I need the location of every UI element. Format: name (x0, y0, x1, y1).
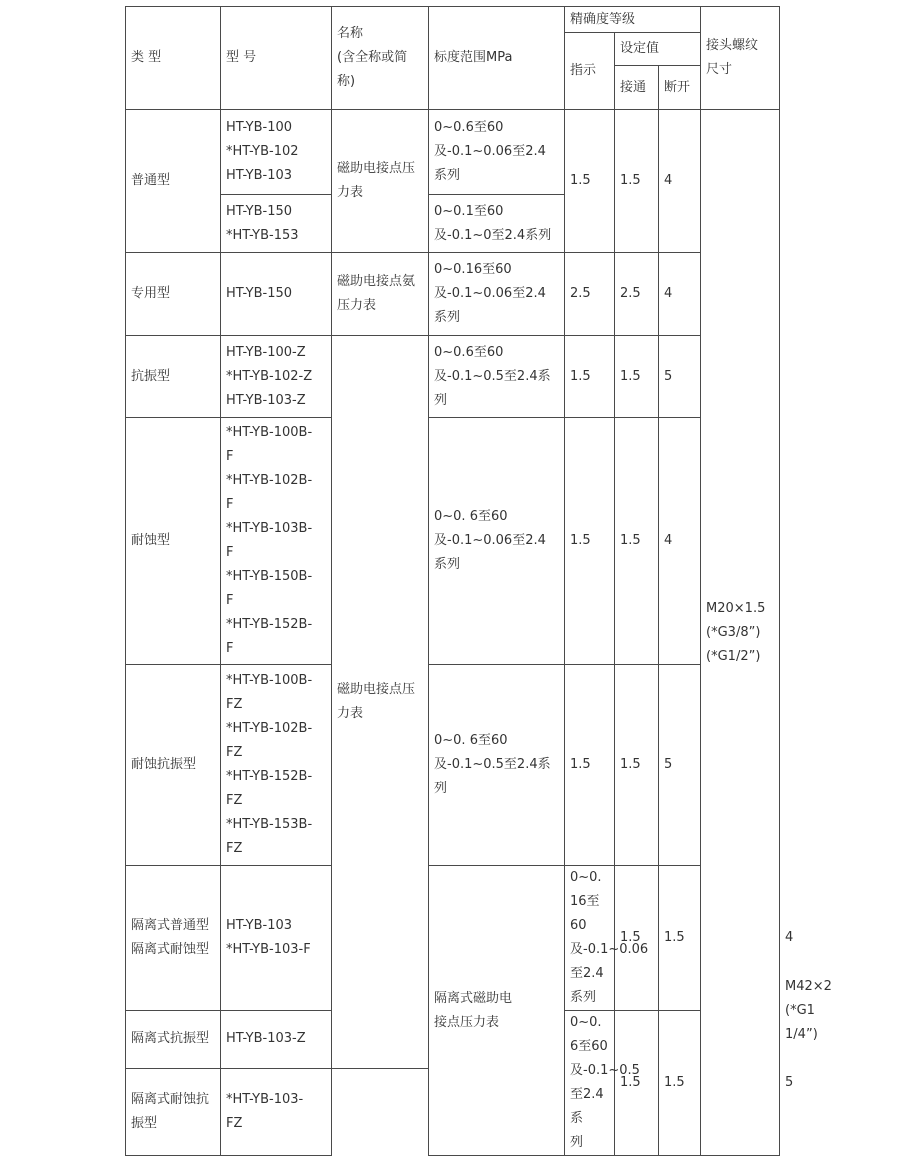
text-line: 名称 (337, 26, 364, 41)
name-cell (332, 110, 429, 253)
type-cell: 专用型 (126, 253, 221, 336)
text-line: 力表 (337, 185, 364, 200)
model-line: HT-YB-100 (226, 120, 293, 135)
model-cell (221, 1068, 332, 1155)
range-cell (429, 665, 565, 866)
text-line: 0~0.6至60 (434, 344, 504, 360)
text-line: 隔离式耐蚀型 (131, 942, 210, 957)
connect-cell: 1.5 (659, 866, 701, 1011)
text-line: M20×1.5 (706, 600, 766, 616)
model-line: HT-YB-103-Z (226, 392, 306, 408)
text-line: 0~0. 6至60 (570, 1015, 608, 1054)
model-line: *HT-YB-103-F (226, 942, 311, 957)
model-line: *HT-YB-153 (226, 227, 299, 243)
indicate-cell: 1.5 (615, 866, 659, 1011)
disconnect-cell: 5 (659, 665, 701, 866)
text-line: 及-0.1~0.5至2.4系 (570, 1063, 640, 1126)
text-line: 及-0.1~0.5至2.4系 (434, 757, 551, 772)
range-cell (429, 110, 565, 195)
model-cell (221, 253, 332, 336)
indicate-cell: 1.5 (565, 665, 615, 866)
model-line: FZ (226, 697, 243, 712)
text-line: 磁助电接点压 (337, 161, 416, 176)
model-cell (221, 195, 332, 253)
connect-cell: 1.5 (615, 665, 659, 866)
type-cell (126, 1068, 221, 1155)
header-range: 标度范围MPa (429, 7, 565, 110)
header-model: 型 号 (221, 7, 332, 110)
type-cell: 耐蚀型 (126, 418, 221, 665)
text-line: 力表 (337, 705, 364, 721)
text-line: 尺寸 (706, 62, 733, 77)
text-line: 及-0.1~0.06至2.4 (570, 942, 649, 981)
range-cell (429, 253, 565, 336)
spec-table: 类 型 型 号 名称 (含全称或简 称) 标度范围MPa 精确度等级 接头螺纹 尺寸 指示 设定值 接通 断开 普通型 HT-YB-100 *HT-YB-102 HT-YB-103 磁助电接点压 力表 0~0.6至60 及-0.1~0.06至2.4 系列 1.5 1.5 4 M20×1.5 (*G3/8”) (*G1/2”) HT-YB-150 *HT-YB-153 0~0.1至60 及-0.1~0至2.4系列 专用型 HT-YB-150 磁助电接点氨 压力表 0~0.16至60 及-0.1~0.06至2.4 系列 2.5 2.5 4 抗振型 HT-YB-100-Z *HT-YB-102-Z HT-YB-103-Z 磁助电接点压 力表 0~0.6至60 及-0.1~0.5至2.4系 列 1.5 1.5 5 耐蚀型 *HT-YB-100B- F *HT-YB-102B- F *HT-YB-103B- F *HT-YB-150B- F *HT-YB-152B- F 0~0. 6至60 及-0.1~0.06至2.4 系列 1.5 1.5 4 耐蚀抗振型 *HT-YB-100B- FZ *HT-YB-102B- FZ *HT-YB-152B- FZ *HT-YB-153B- FZ 0~0. 6至60 及-0.1~0.5至2.4系 列 1.5 1.5 5 隔离式普通型 隔离式耐蚀型 HT-YB-103 *HT-YB-103-F 隔离式磁助电 接点压力表 0~0. 16至60 及-0.1~0.06至2.4 系列 1.5 1.5 4 M42×2 (*G1 1/4”) 隔离式抗振型 HT-YB-103-Z 0~0. 6至60 及-0.1~0.5至2.4系 列 1.5 1.5 5 隔离式耐蚀抗 振型 *HT-YB-103- FZ (125, 6, 780, 1156)
header-indicate: 指示 (565, 33, 615, 110)
text-line: 隔离式普通型 (131, 918, 210, 933)
text-line: 振型 (131, 1115, 158, 1131)
text-line: 系列 (570, 990, 597, 1005)
disconnect-cell: 4 (659, 253, 701, 336)
model-cell (221, 866, 332, 1011)
model-line: FZ (226, 745, 243, 760)
model-line: *HT-YB-150B- (226, 569, 313, 584)
header-accuracy: 精确度等级 (565, 7, 701, 33)
header-name (332, 7, 429, 110)
text-line: (含全称或简 (337, 50, 408, 65)
text-line: 0~0.16至60 (434, 262, 512, 277)
connect-cell: 1.5 (615, 418, 659, 665)
range-cell (429, 195, 565, 253)
text-line: 0~0.6至60 (434, 120, 504, 135)
text-line: 0~0. 16至60 (570, 870, 602, 933)
header-disconnect: 断开 (659, 66, 701, 110)
model-line: *HT-YB-102-Z (226, 368, 313, 384)
name-cell (332, 253, 429, 336)
model-line: F (226, 497, 234, 512)
text-line: 列 (434, 781, 448, 796)
model-line: FZ (226, 841, 243, 856)
type-cell: 隔离式抗振型 (126, 1011, 221, 1069)
header-type: 类 型 (126, 7, 221, 110)
text-line: 列 (570, 1135, 584, 1150)
name-cell (332, 336, 429, 1069)
text-line: 接点压力表 (434, 1014, 500, 1030)
model-line: HT-YB-150 (226, 203, 293, 219)
range-cell (429, 418, 565, 665)
text-line: 磁助电接点压 (337, 681, 416, 697)
disconnect-cell: 5 (659, 336, 701, 418)
text-line: 系列 (434, 557, 461, 572)
model-cell (221, 110, 332, 195)
model-line: *HT-YB-102 (226, 144, 299, 159)
model-cell (221, 418, 332, 665)
text-line: 及-0.1~0.06至2.4 (434, 286, 546, 301)
name-cell (429, 866, 565, 1156)
text-line: 称) (337, 74, 356, 89)
type-cell: 普通型 (126, 110, 221, 253)
text-line: 及-0.1~0.5至2.4系 (434, 368, 551, 384)
connect-cell: 1.5 (615, 110, 659, 253)
model-line: *HT-YB-100B- (226, 673, 313, 688)
text-line: 0~0. 6至60 (434, 509, 508, 524)
model-line: F (226, 545, 234, 560)
type-cell: 耐蚀抗振型 (126, 665, 221, 866)
text-line: 及-0.1~0至2.4系列 (434, 227, 552, 243)
indicate-cell: 1.5 (565, 110, 615, 253)
disconnect-cell: 4 (659, 110, 701, 253)
text-line: 及-0.1~0.06至2.4 (434, 533, 546, 548)
model-line: *HT-YB-103- (226, 1091, 304, 1107)
text-line: 压力表 (337, 298, 377, 313)
range-cell (429, 336, 565, 418)
connect-cell: 1.5 (615, 336, 659, 418)
text-line: 及-0.1~0.06至2.4 (434, 144, 546, 159)
text-line: 列 (434, 392, 448, 408)
model-line: HT-YB-103 (226, 918, 293, 933)
text-line: 0~0. 6至60 (434, 733, 508, 748)
disconnect-cell: 4 (659, 418, 701, 665)
model-cell (221, 336, 332, 418)
model-line: *HT-YB-102B- (226, 721, 313, 736)
model-line: HT-YB-150 (226, 286, 293, 301)
header-connect: 接通 (615, 66, 659, 110)
text-line: 接头螺纹 (706, 38, 759, 53)
header-thread (701, 7, 780, 110)
model-line: HT-YB-100-Z (226, 344, 306, 360)
model-line: *HT-YB-103B- (226, 521, 313, 536)
text-line: 隔离式耐蚀抗 (131, 1091, 210, 1107)
text-line: 系列 (434, 310, 461, 325)
model-line: FZ (226, 1115, 243, 1131)
model-line: F (226, 449, 234, 464)
thread-cell-upper (701, 110, 780, 1156)
model-line: *HT-YB-100B- (226, 425, 313, 440)
model-cell (221, 665, 332, 866)
text-line: (*G1/2”) (706, 648, 761, 664)
header-setvalue: 设定值 (615, 33, 701, 66)
text-line: (*G3/8”) (706, 624, 761, 640)
model-line: HT-YB-103 (226, 168, 293, 183)
connect-cell: 2.5 (615, 253, 659, 336)
model-line: HT-YB-103-Z (226, 1031, 306, 1047)
model-line: FZ (226, 793, 243, 808)
model-line: *HT-YB-102B- (226, 473, 313, 488)
indicate-cell: 1.5 (565, 336, 615, 418)
model-line: *HT-YB-152B- (226, 617, 313, 632)
text-line: 磁助电接点氨 (337, 274, 416, 289)
text-line: 隔离式磁助电 (434, 990, 513, 1006)
indicate-cell: 2.5 (565, 253, 615, 336)
text-line: 系列 (434, 168, 461, 183)
indicate-cell: 1.5 (565, 418, 615, 665)
model-line: F (226, 593, 234, 608)
model-cell (221, 1011, 332, 1069)
model-line: *HT-YB-152B- (226, 769, 313, 784)
text-line: 0~0.1至60 (434, 203, 504, 219)
model-line: F (226, 641, 234, 656)
model-line: *HT-YB-153B- (226, 817, 313, 832)
type-cell: 抗振型 (126, 336, 221, 418)
connect-cell: 1.5 (659, 1011, 701, 1156)
type-cell (126, 866, 221, 1011)
indicate-cell: 1.5 (615, 1011, 659, 1156)
